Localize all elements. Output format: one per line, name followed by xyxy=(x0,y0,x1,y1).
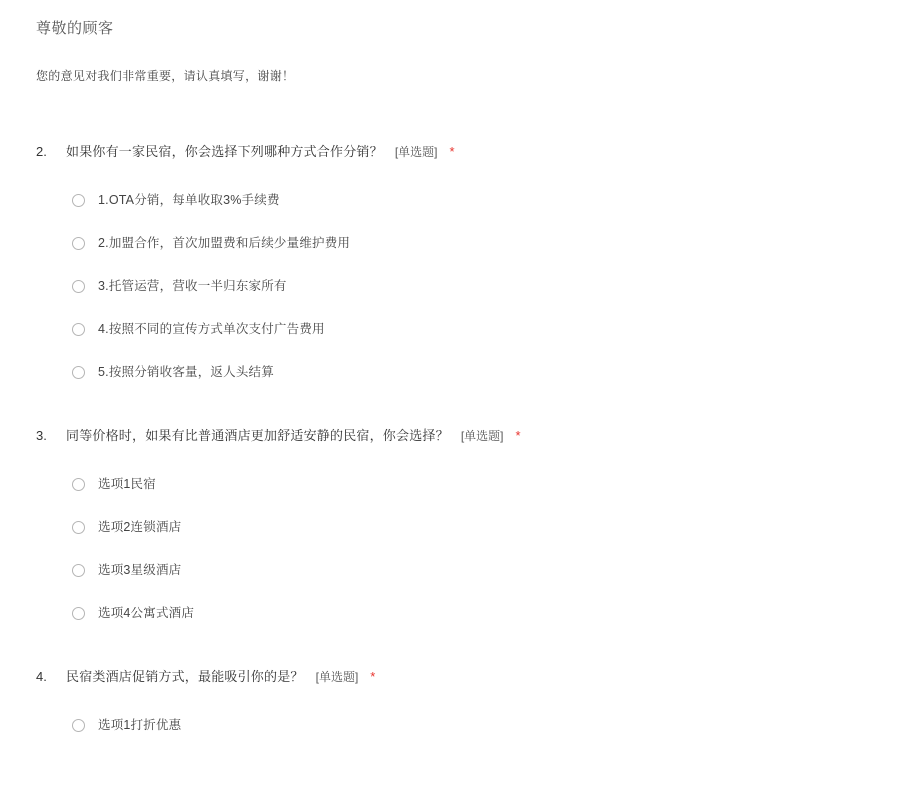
question-item xyxy=(0,667,900,735)
question-list xyxy=(0,142,900,735)
option-label: 4.按照不同的宣传方式单次支付广告费用 xyxy=(98,322,325,336)
required-marker: * xyxy=(370,669,376,684)
option-label: 2.加盟合作，首次加盟费和后续少量维护费用 xyxy=(98,236,351,250)
radio-icon[interactable] xyxy=(72,719,85,732)
option-label: 3.托管运营，营收一半归东家所有 xyxy=(98,279,287,293)
radio-option[interactable] xyxy=(72,190,900,210)
question-header xyxy=(36,142,900,162)
radio-icon[interactable] xyxy=(72,194,85,207)
radio-icon[interactable] xyxy=(72,366,85,379)
option-group xyxy=(36,715,900,735)
page-title: 尊敬的顾客 xyxy=(36,20,114,37)
radio-option[interactable] xyxy=(72,319,900,339)
option-group xyxy=(36,474,900,623)
question-header xyxy=(36,426,900,446)
question-title: 同等价格时，如果有比普通酒店更加舒适安静的民宿，你会选择？ xyxy=(66,428,449,443)
radio-option[interactable] xyxy=(72,276,900,296)
question-index: 2. xyxy=(36,144,47,159)
radio-icon[interactable] xyxy=(72,564,85,577)
radio-option[interactable] xyxy=(72,474,900,494)
radio-option[interactable] xyxy=(72,233,900,253)
option-label: 选项3星级酒店 xyxy=(98,563,182,577)
radio-icon[interactable] xyxy=(72,323,85,336)
survey-header xyxy=(0,0,900,85)
option-label: 选项1打折优惠 xyxy=(98,718,182,732)
question-item xyxy=(0,426,900,623)
required-marker: * xyxy=(449,144,455,159)
question-index: 3. xyxy=(36,428,47,443)
question-type-badge: [单选题] xyxy=(394,145,438,159)
question-header xyxy=(36,667,900,687)
question-item xyxy=(0,142,900,382)
question-title: 民宿类酒店促销方式，最能吸引你的是？ xyxy=(66,669,304,684)
option-label: 1.OTA分销，每单收取3%手续费 xyxy=(98,193,280,207)
option-label: 选项1民宿 xyxy=(98,477,156,491)
option-label: 5.按照分销收客量，返人头结算 xyxy=(98,365,274,379)
radio-option[interactable] xyxy=(72,715,900,735)
radio-icon[interactable] xyxy=(72,521,85,534)
radio-icon[interactable] xyxy=(72,607,85,620)
radio-option[interactable] xyxy=(72,560,900,580)
survey-description: 您的意见对我们非常重要，请认真填写，谢谢！ xyxy=(36,69,295,83)
option-group xyxy=(36,190,900,382)
question-index: 4. xyxy=(36,669,47,684)
radio-icon[interactable] xyxy=(72,280,85,293)
radio-option[interactable] xyxy=(72,603,900,623)
radio-icon[interactable] xyxy=(72,478,85,491)
question-type-badge: [单选题] xyxy=(315,670,359,684)
question-type-badge: [单选题] xyxy=(460,429,504,443)
question-title: 如果你有一家民宿，你会选择下列哪种方式合作分销？ xyxy=(66,144,383,159)
option-label: 选项2连锁酒店 xyxy=(98,520,182,534)
radio-option[interactable] xyxy=(72,362,900,382)
radio-icon[interactable] xyxy=(72,237,85,250)
radio-option[interactable] xyxy=(72,517,900,537)
required-marker: * xyxy=(515,428,521,443)
option-label: 选项4公寓式酒店 xyxy=(98,606,195,620)
